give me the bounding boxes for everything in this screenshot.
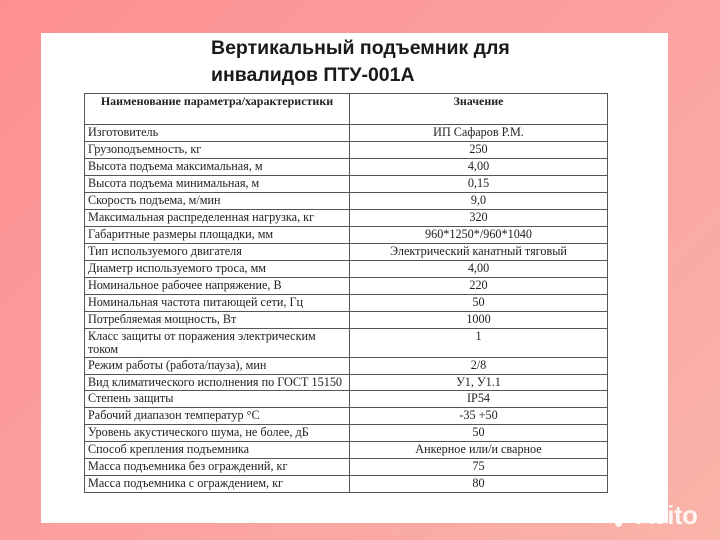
value-cell: 0,15 (350, 176, 608, 193)
value-cell: 1000 (350, 312, 608, 329)
table-row (85, 159, 608, 176)
value-cell: 4,00 (350, 159, 608, 176)
table-row (85, 329, 608, 358)
table-row (85, 210, 608, 227)
page-title (211, 35, 631, 89)
param-cell: Масса подъемника без ограждений, кг (85, 459, 350, 476)
param-cell: Потребляемая мощность, Вт (85, 312, 350, 329)
param-cell: Способ крепления подъемника (85, 442, 350, 459)
param-cell: Уровень акустического шума, не более, дБ (85, 425, 350, 442)
table-row (85, 391, 608, 408)
value-cell: Электрический канатный тяговый (350, 244, 608, 261)
title-line-2: инвалидов ПТУ-001А (211, 64, 415, 86)
avito-dots-icon (612, 505, 634, 527)
avito-logo-text: Avito (636, 500, 698, 530)
table-row (85, 193, 608, 210)
param-cell: Изготовитель (85, 125, 350, 142)
value-cell: ИП Сафаров Р.М. (350, 125, 608, 142)
table-row (85, 295, 608, 312)
table-row (85, 459, 608, 476)
value-cell: 320 (350, 210, 608, 227)
table-row (85, 125, 608, 142)
table-row (85, 425, 608, 442)
header-value: Значение (350, 94, 608, 125)
value-cell: IP54 (350, 391, 608, 408)
value-cell: 75 (350, 459, 608, 476)
table-row (85, 261, 608, 278)
document-panel (41, 33, 668, 523)
param-cell: Масса подъемника с ограждением, кг (85, 476, 350, 493)
value-cell: У1, У1.1 (350, 375, 608, 391)
param-cell: Класс защиты от поражения электрическим током (85, 329, 350, 358)
value-cell: Анкерное или/и сварное (350, 442, 608, 459)
param-cell: Рабочий диапазон температур °С (85, 408, 350, 425)
table-row (85, 476, 608, 493)
table-row (85, 358, 608, 375)
value-cell: 220 (350, 278, 608, 295)
table-row (85, 142, 608, 159)
value-cell: 960*1250*/960*1040 (350, 227, 608, 244)
value-cell: 50 (350, 295, 608, 312)
param-cell: Скорость подъема, м/мин (85, 193, 350, 210)
param-cell: Высота подъема максимальная, м (85, 159, 350, 176)
value-cell: -35 +50 (350, 408, 608, 425)
value-cell: 1 (350, 329, 608, 358)
param-cell: Грузоподъемность, кг (85, 142, 350, 159)
table-row (85, 176, 608, 193)
spec-table (84, 93, 608, 493)
param-cell: Диаметр используемого троса, мм (85, 261, 350, 278)
value-cell: 50 (350, 425, 608, 442)
param-cell: Вид климатического исполнения по ГОСТ 15150 (85, 375, 350, 391)
value-cell: 9,0 (350, 193, 608, 210)
value-cell: 250 (350, 142, 608, 159)
param-cell: Габаритные размеры площадки, мм (85, 227, 350, 244)
param-cell: Степень защиты (85, 391, 350, 408)
value-cell: 2/8 (350, 358, 608, 375)
table-header-row (85, 94, 608, 125)
table-row (85, 244, 608, 261)
value-cell: 80 (350, 476, 608, 493)
table-row (85, 227, 608, 244)
param-cell: Номинальное рабочее напряжение, В (85, 278, 350, 295)
table-row (85, 375, 608, 391)
param-cell: Высота подъема минимальная, м (85, 176, 350, 193)
table-row (85, 312, 608, 329)
param-cell: Максимальная распределенная нагрузка, кг (85, 210, 350, 227)
table-row (85, 442, 608, 459)
value-cell: 4,00 (350, 261, 608, 278)
avito-watermark (612, 500, 698, 531)
table-row (85, 278, 608, 295)
header-param: Наименование параметра/характеристики (85, 94, 350, 125)
param-cell: Тип используемого двигателя (85, 244, 350, 261)
param-cell: Режим работы (работа/пауза), мин (85, 358, 350, 375)
table-row (85, 408, 608, 425)
title-line-1: Вертикальный подъемник для (211, 37, 510, 59)
param-cell: Номинальная частота питающей сети, Гц (85, 295, 350, 312)
